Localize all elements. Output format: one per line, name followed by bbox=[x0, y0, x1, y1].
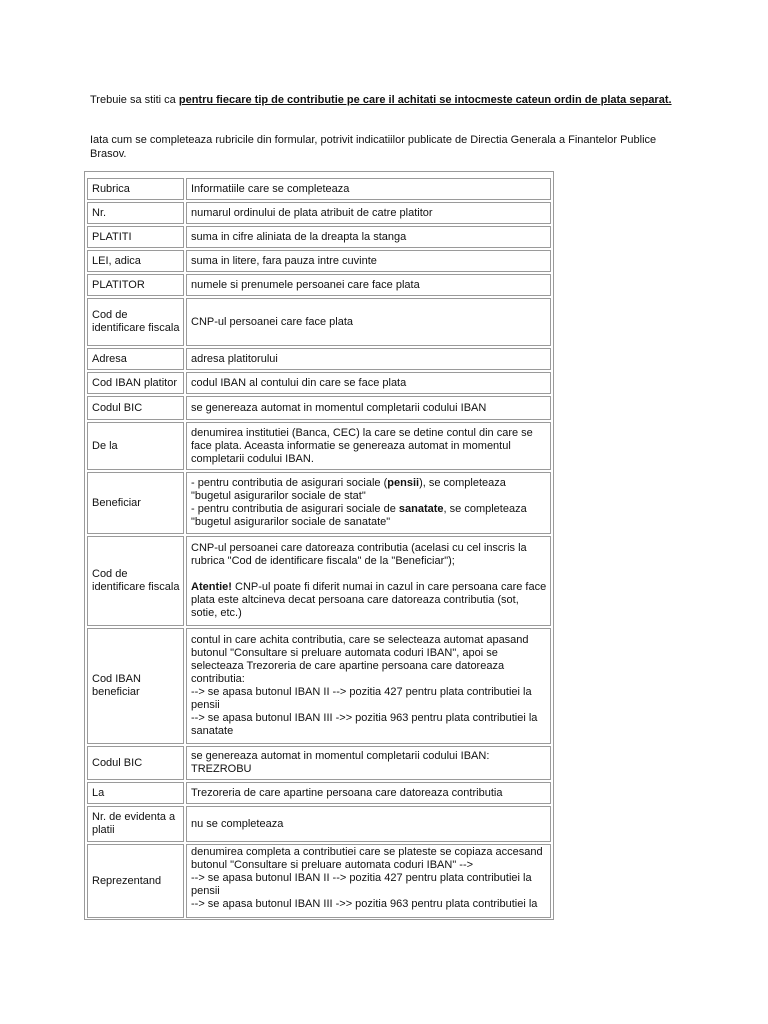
intro-paragraph-1 bbox=[90, 93, 690, 107]
table-cell-value: CNP-ul persoanei care datoreaza contributia (acelasi cu cel inscris la rubrica "Cod de identificare fiscala" de la "Beneficiar"); Atentie! CNP-ul poate fi diferit numai in cazul in care persoana care face plata este altcineva decat persoana care datoreaza contributia (sot, sotie, etc.) bbox=[186, 536, 551, 626]
table-cell-value: codul IBAN al contului din care se face plata bbox=[186, 372, 551, 394]
table-row bbox=[85, 628, 553, 744]
table-cell-label: Cod IBAN platitor bbox=[87, 372, 184, 394]
table-cell-label: Reprezentand bbox=[87, 844, 184, 918]
intro-paragraph-2: Iata cum se completeaza rubricile din formular, potrivit indicatiilor publicate de Directia Generala a Finantelor Publice Brasov. bbox=[90, 134, 657, 160]
table-cell-label: PLATITI bbox=[87, 226, 184, 248]
table-row bbox=[85, 250, 553, 272]
table-cell-value: suma in cifre aliniata de la dreapta la stanga bbox=[186, 226, 551, 248]
intro-p1-prefix: Trebuie sa stiti ca bbox=[90, 94, 179, 106]
table-row bbox=[85, 806, 553, 842]
table-cell-label: LEI, adica bbox=[87, 250, 184, 272]
table-cell-label: Cod de identificare fiscala bbox=[87, 298, 184, 346]
table-row bbox=[85, 536, 553, 626]
form-fields-table bbox=[84, 171, 554, 920]
table-cell-label: La bbox=[87, 782, 184, 804]
table-row bbox=[85, 422, 553, 470]
table-cell-label: Nr. de evidenta a platii bbox=[87, 806, 184, 842]
table-row bbox=[85, 178, 553, 200]
table-row bbox=[85, 372, 553, 394]
table-row bbox=[85, 298, 553, 346]
table-cell-label: Cod IBAN beneficiar bbox=[87, 628, 184, 744]
table-row bbox=[85, 782, 553, 804]
bold-atentie: Atentie! bbox=[191, 581, 232, 593]
table-cell-label: Beneficiar bbox=[87, 472, 184, 534]
bold-pensii: pensii bbox=[387, 477, 420, 489]
table-cell-value: denumirea institutiei (Banca, CEC) la care se detine contul din care se face plata. Aceasta informatie se genereaza automat in momentul completarii codului IBAN. bbox=[186, 422, 551, 470]
table-cell-label: Cod de identificare fiscala bbox=[87, 536, 184, 626]
table-cell-value: nu se completeaza bbox=[186, 806, 551, 842]
table-cell-label: Rubrica bbox=[87, 178, 184, 200]
table-cell-value: - pentru contributia de asigurari sociale (pensii), se completeaza "bugetul asigurarilor sociale de stat" - pentru contributia de asigurari sociale de sanatate, se completeaza "bugetul asigurarilor sociale de sanatate" bbox=[186, 472, 551, 534]
intro-p1-bold: pentru fiecare tip de contributie pe care il achitati se intocmeste cateun ordin de plata separat. bbox=[178, 94, 672, 106]
table-cell-value: numele si prenumele persoanei care face plata bbox=[186, 274, 551, 296]
table-row bbox=[85, 274, 553, 296]
table-cell-value: CNP-ul persoanei care face plata bbox=[186, 298, 551, 346]
table-row bbox=[85, 844, 553, 918]
table-cell-label: Adresa bbox=[87, 348, 184, 370]
table-cell-value: suma in litere, fara pauza intre cuvinte bbox=[186, 250, 551, 272]
table-cell-label: PLATITOR bbox=[87, 274, 184, 296]
table-cell-value: Informatiile care se completeaza bbox=[186, 178, 551, 200]
table-cell-label: Codul BIC bbox=[87, 746, 184, 780]
table-row bbox=[85, 348, 553, 370]
table-cell-label: Codul BIC bbox=[87, 396, 184, 420]
table-cell-value: contul in care achita contributia, care se selecteaza automat apasand butonul "Consultare si preluare automata coduri IBAN", apoi se selecteaza Trezoreria de care apartine persoana care datoreaza contributia: --> se apasa butonul IBAN II --> pozitia 427 pentru plata contributiei la pensii --> se apasa butonul IBAN III ->> pozitia 963 pentru plata contributiei la sanatate bbox=[186, 628, 551, 744]
bold-sanatate: sanatate bbox=[398, 503, 444, 515]
table-cell-value: adresa platitorului bbox=[186, 348, 551, 370]
table-cell-value: Trezoreria de care apartine persoana care datoreaza contributia bbox=[186, 782, 551, 804]
table-cell-value: se genereaza automat in momentul completarii codului IBAN: TREZROBU bbox=[186, 746, 551, 780]
table-row bbox=[85, 202, 553, 224]
table-cell-value: denumirea completa a contributiei care se plateste se copiaza accesand butonul "Consultare si preluare automata coduri IBAN" --> --> se apasa butonul IBAN II --> pozitia 427 pentru plata contributiei la pensii --> se apasa butonul IBAN III ->> pozitia 963 pentru plata contributiei la bbox=[186, 844, 551, 918]
table-cell-value: se genereaza automat in momentul completarii codului IBAN bbox=[186, 396, 551, 420]
table-cell-label: Nr. bbox=[87, 202, 184, 224]
table-row bbox=[85, 396, 553, 420]
table-row bbox=[85, 472, 553, 534]
table-row bbox=[85, 746, 553, 780]
table-row bbox=[85, 226, 553, 248]
table-cell-value: numarul ordinului de plata atribuit de catre platitor bbox=[186, 202, 551, 224]
table-cell-label: De la bbox=[87, 422, 184, 470]
